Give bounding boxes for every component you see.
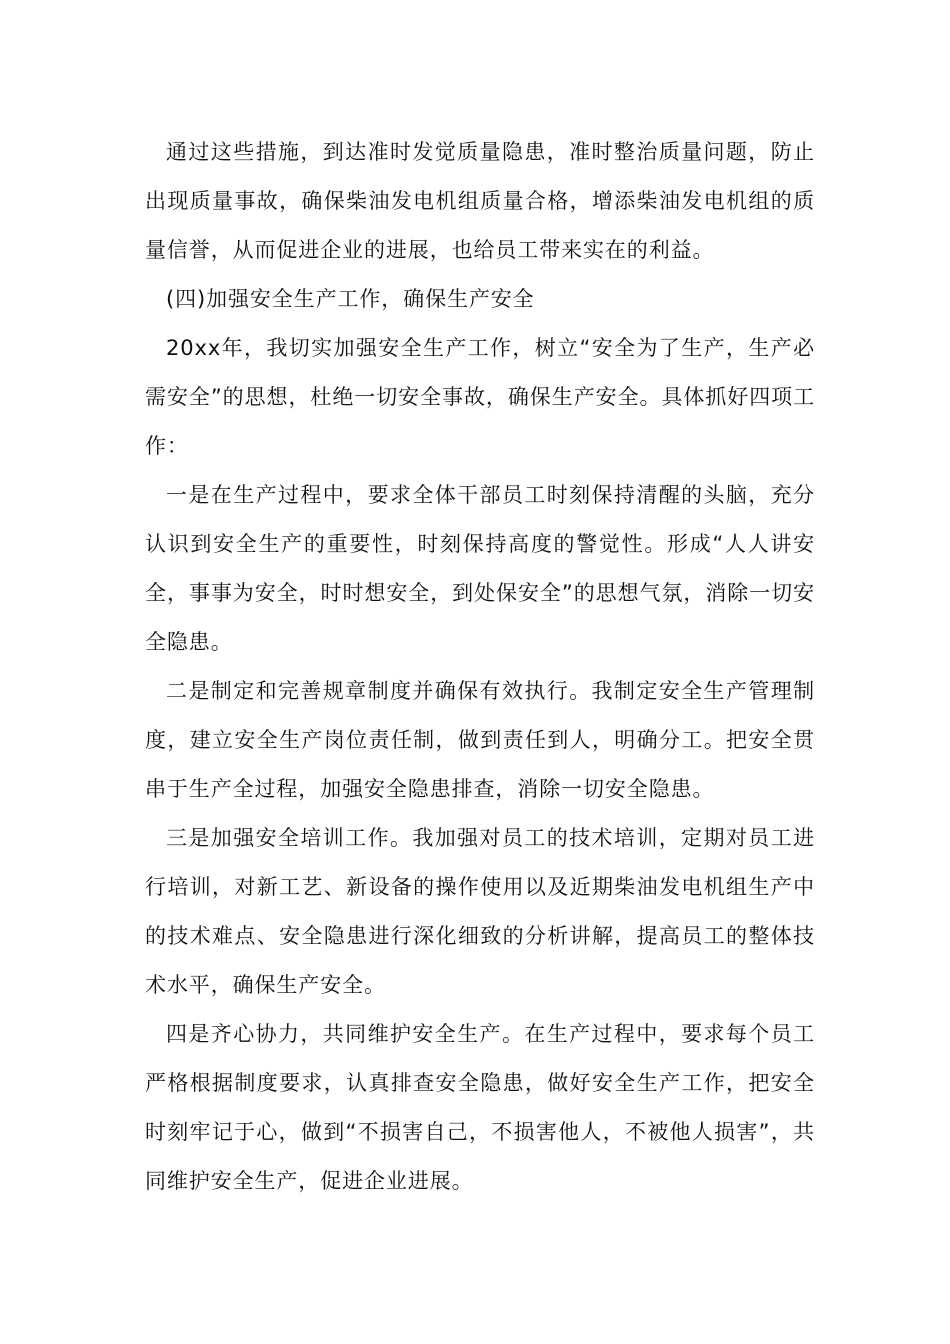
paragraph-item-two: 二是制定和完善规章制度并确保有效执行。我制定安全生产管理制度，建立安全生产岗位责任制，做到责任到人，明确分工。把安全贯串于生产全过程，加强安全隐患排查，消除一切安全隐患。	[145, 679, 815, 801]
paragraph-item-four: 四是齐心协力，共同维护安全生产。在生产过程中，要求每个员工严格根据制度要求，认真排查安全隐患，做好安全生产工作，把安全时刻牢记于心，做到“不损害自己，不损害他人，不被他人损害”，共同维护安全生产，促进企业进展。	[145, 1022, 815, 1193]
paragraph-item-one: 一是在生产过程中，要求全体干部员工时刻保持清醒的头脑，充分认识到安全生产的重要性，时刻保持高度的警觉性。形成“人人讲安全，事事为安全，时时想安全，到处保安全”的思想气氛，消除一切安全隐患。	[145, 483, 815, 654]
paragraph-item-three: 三是加强安全培训工作。我加强对员工的技术培训，定期对员工进行培训，对新工艺、新设备的操作使用以及近期柴油发电机组生产中的技术难点、安全隐患进行深化细致的分析讲解，提高员工的整体技术水平，确保生产安全。	[145, 826, 815, 997]
paragraph-safety-intro: 20xx年，我切实加强安全生产工作，树立“安全为了生产，生产必需安全”的思想，杜绝一切安全事故，确保生产安全。具体抓好四项工作：	[145, 336, 815, 458]
document-body	[145, 128, 815, 1206]
paragraph-quality-measures: 通过这些措施，到达准时发觉质量隐患，准时整治质量问题，防止出现质量事故，确保柴油发电机组质量合格，增添柴油发电机组的质量信誉，从而促进企业的进展，也给员工带来实在的利益。	[145, 140, 815, 262]
section-heading-safety: (四)加强安全生产工作，确保生产安全	[166, 287, 535, 311]
